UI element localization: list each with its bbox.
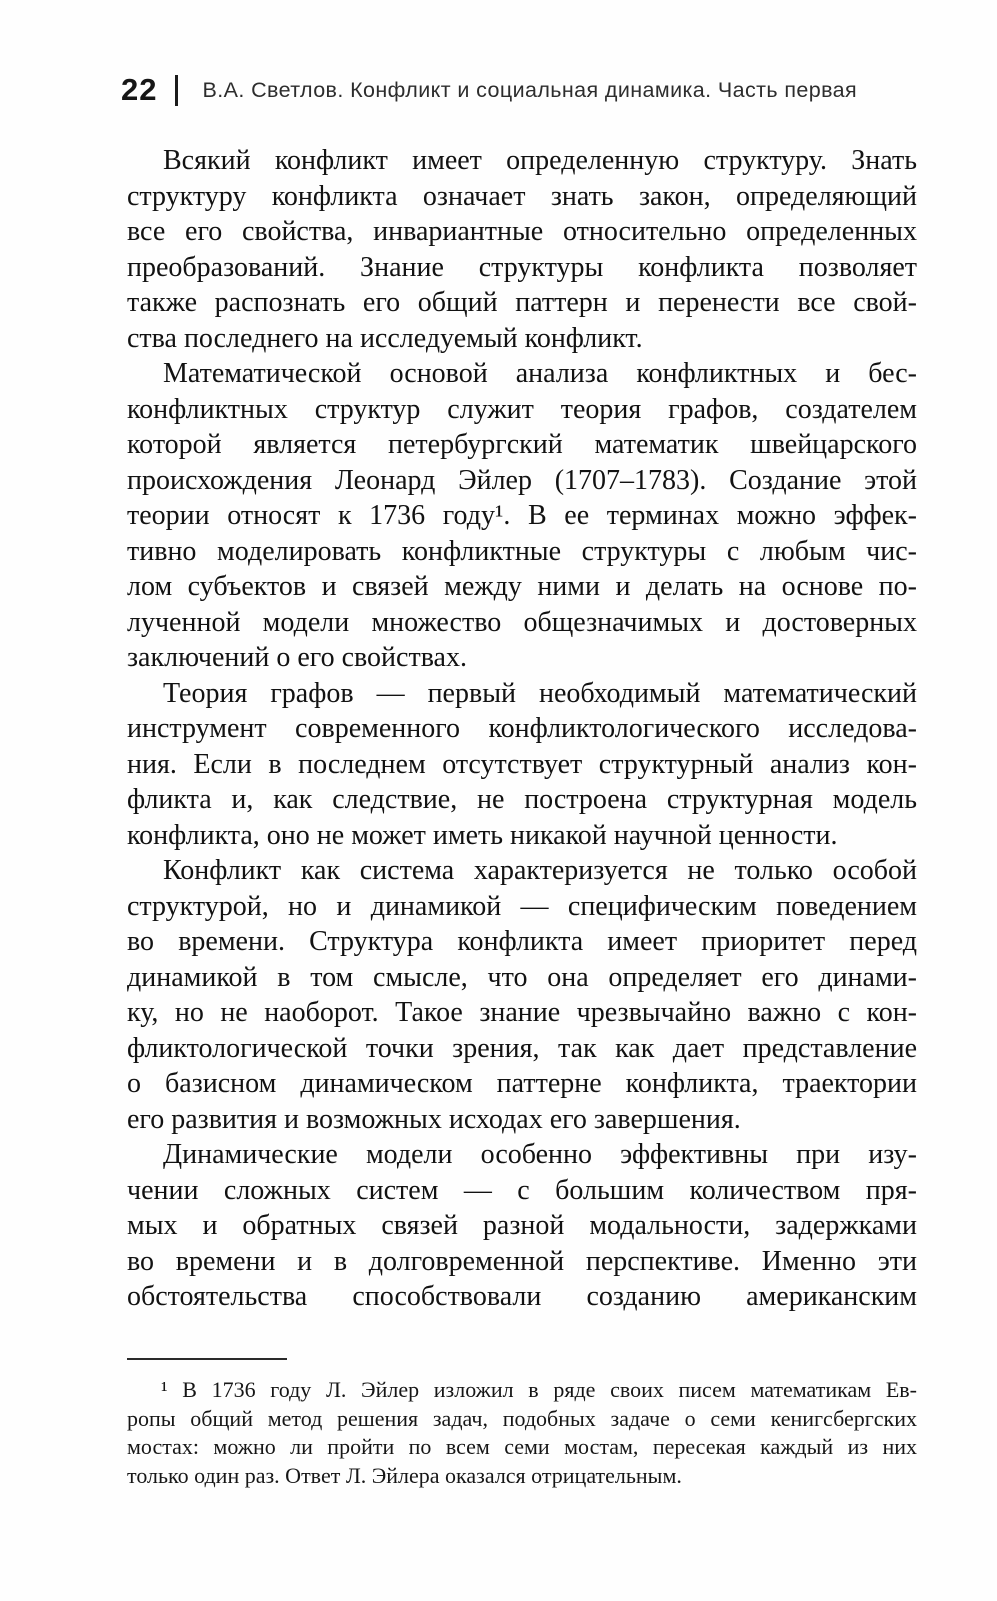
text-line: фликта и, как следствие, не построена структурная модель bbox=[127, 784, 917, 815]
text-line: теории относят к 1736 году¹. В ее терминах можно эффек- bbox=[127, 500, 917, 531]
text-line: ку, но не наоборот. Такое знание чрезвычайно важно с кон- bbox=[127, 997, 917, 1028]
text-line: Динамические модели особенно эффективны при изу- bbox=[163, 1139, 917, 1170]
text-line: обстоятельства способствовали созданию американским bbox=[127, 1281, 917, 1312]
header-divider bbox=[175, 75, 178, 106]
footnote-line: мостах: можно ли пройти по всем семи мостам, пересекая каждый из них bbox=[127, 1434, 917, 1459]
running-title: В.А. Светлов. Конфликт и социальная динамика. Часть первая bbox=[202, 77, 858, 102]
text-line: лом субъектов и связей между ними и делать на основе по- bbox=[127, 571, 917, 602]
page-header bbox=[121, 72, 857, 108]
text-line: заключений о его свойствах. bbox=[127, 642, 467, 673]
text-line: конфликта, оно не может иметь никакой научной ценности. bbox=[127, 819, 838, 851]
text-line: мых и обратных связей разной модальности, задержками bbox=[127, 1210, 917, 1241]
text-line: тивно моделировать конфликтные структуры с любым чис- bbox=[127, 535, 917, 567]
footnote-line: только один раз. Ответ Л. Эйлера оказался отрицательным. bbox=[127, 1462, 682, 1488]
text-line: инструмент современного конфликтологического исследова- bbox=[127, 713, 917, 744]
text-line: все его свойства, инвариантные относительно определенных bbox=[127, 216, 917, 247]
text-line: во времени и в долговременной перспективе. Именно эти bbox=[127, 1245, 917, 1277]
text-line: Конфликт как система характеризуется не только особой bbox=[163, 855, 917, 886]
text-line: Всякий конфликт имеет определенную структуру. Знать bbox=[163, 145, 917, 176]
paragraph bbox=[127, 853, 917, 1137]
text-line: фликтологической точки зрения, так как дает представление bbox=[127, 1032, 917, 1064]
footnote-line: ¹ В 1736 году Л. Эйлер изложил в ряде своих писем математикам Ев- bbox=[161, 1377, 917, 1402]
text-line: чении сложных систем — с большим количеством пря- bbox=[127, 1174, 917, 1206]
paragraph bbox=[127, 143, 917, 356]
text-line: которой является петербургский математик швейцарского bbox=[127, 429, 917, 460]
page-number: 22 bbox=[121, 72, 158, 107]
text-line: лученной модели множество общезначимых и достоверных bbox=[127, 606, 917, 638]
text-line: Теория графов — первый необходимый математический bbox=[163, 677, 917, 709]
text-line: также распознать его общий паттерн и перенести все свой- bbox=[127, 287, 917, 318]
text-line: ства последнего на исследуемый конфликт. bbox=[127, 322, 643, 354]
body-text bbox=[127, 143, 917, 1315]
footnote bbox=[127, 1358, 917, 1490]
footnote-text bbox=[127, 1376, 917, 1490]
text-line: структуру конфликта означает знать закон, определяющий bbox=[127, 180, 917, 212]
text-line: структурой, но и динамикой — специфическим поведением bbox=[127, 890, 917, 922]
footnote-divider bbox=[127, 1358, 287, 1360]
text-line: конфликтных структур служит теория графов, создателем bbox=[127, 393, 917, 425]
text-line: его развития и возможных исходах его завершения. bbox=[127, 1103, 741, 1135]
text-line: динамикой в том смысле, что она определяет его динами- bbox=[127, 961, 917, 993]
text-line: происхождения Леонард Эйлер (1707–1783). Создание этой bbox=[127, 464, 917, 496]
text-line: во времени. Структура конфликта имеет приоритет перед bbox=[127, 926, 917, 957]
text-line: ния. Если в последнем отсутствует структурный анализ кон- bbox=[127, 748, 917, 780]
paragraph bbox=[127, 356, 917, 676]
paragraph bbox=[127, 1137, 917, 1315]
text-line: о базисном динамическом паттерне конфликта, траектории bbox=[127, 1068, 917, 1099]
paragraph bbox=[127, 676, 917, 854]
footnote-line: ропы общий метод решения задач, подобных задаче о семи кенигсбергских bbox=[127, 1405, 917, 1431]
text-line: Математической основой анализа конфликтных и бес- bbox=[163, 358, 917, 389]
text-line: преобразований. Знание структуры конфликта позволяет bbox=[127, 251, 917, 283]
